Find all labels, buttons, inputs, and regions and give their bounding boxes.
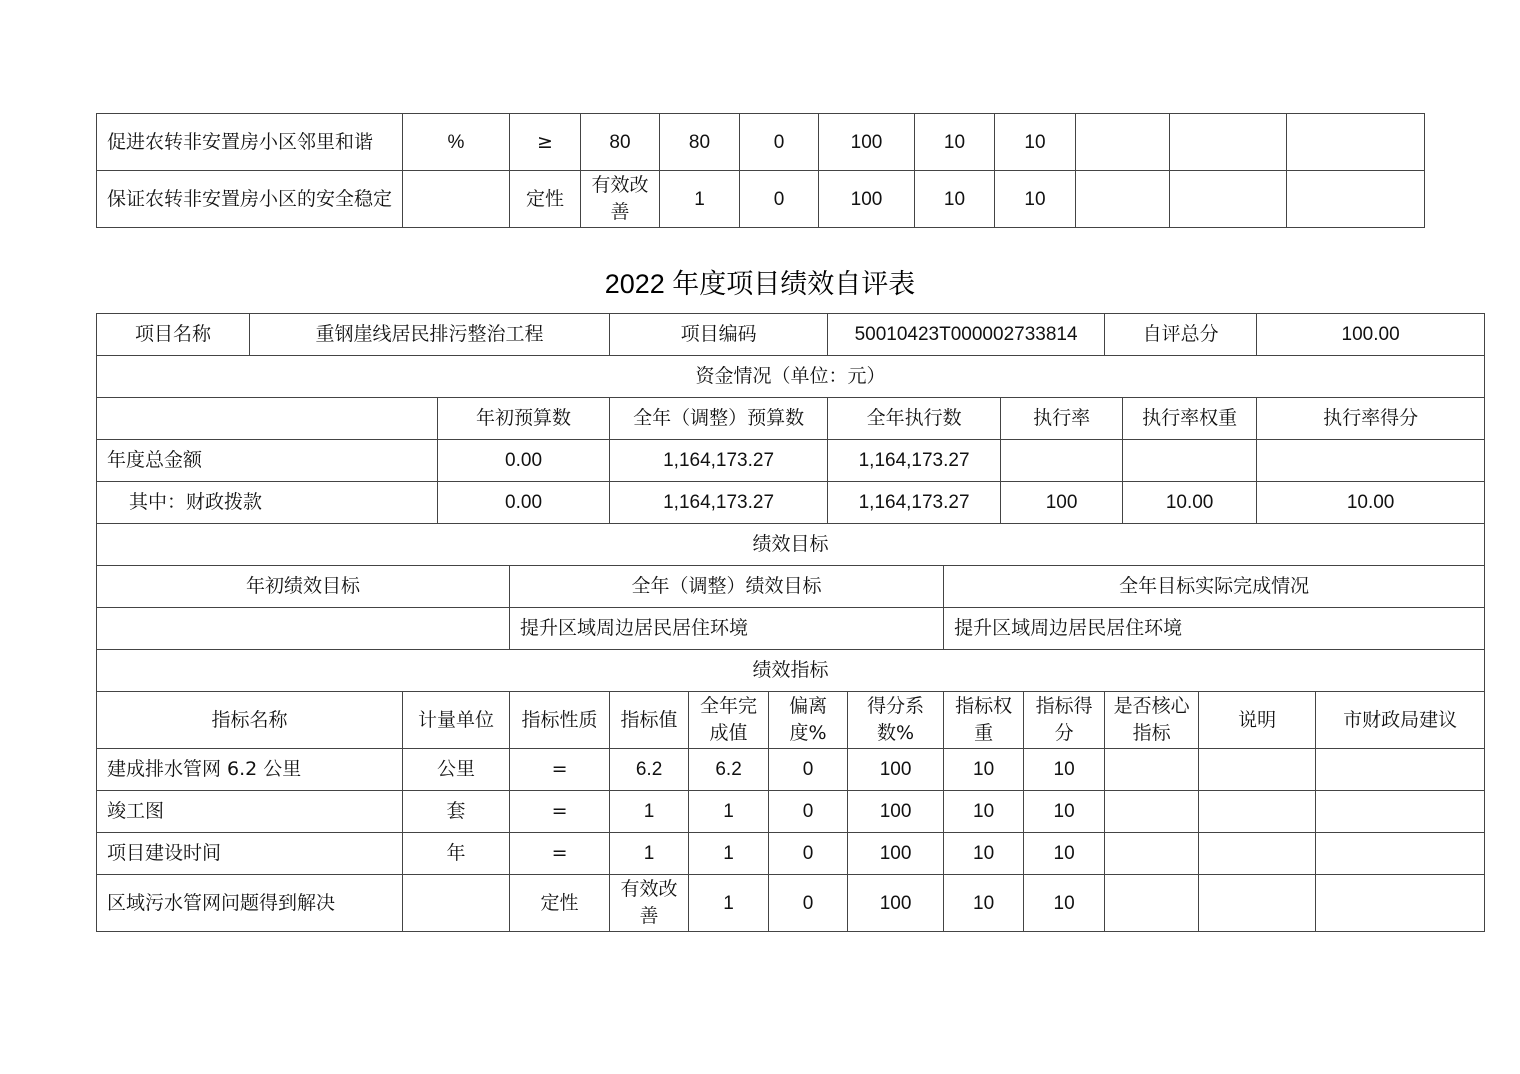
- self-score-label: 自评总分: [1105, 314, 1257, 356]
- funds-total-adjusted: 1,164,173.27: [610, 440, 828, 482]
- indicator-name: 保证农转非安置房小区的安全稳定: [97, 171, 403, 228]
- indicator-score: 10: [995, 171, 1076, 228]
- indicator-weight: 10: [915, 171, 995, 228]
- indicator-core: [1105, 875, 1199, 932]
- indicator-actual: 6.2: [689, 749, 769, 791]
- indicator-note: [1199, 833, 1316, 875]
- project-name: 重钢崖线居民排污整治工程: [250, 314, 610, 356]
- indicator-target: 1: [610, 833, 689, 875]
- table-row: [97, 791, 1485, 833]
- indicators-header-weight: 指标权重: [944, 692, 1024, 749]
- evaluation-table: [96, 313, 1485, 932]
- indicator-unit: 年: [403, 833, 510, 875]
- indicators-header-score: 指标得分: [1024, 692, 1105, 749]
- indicator-actual: 1: [689, 833, 769, 875]
- funds-fiscal-weight: 10.00: [1123, 482, 1257, 524]
- indicator-deviation: 0: [769, 833, 848, 875]
- indicator-name: 项目建设时间: [97, 833, 403, 875]
- indicator-unit: 套: [403, 791, 510, 833]
- funds-fiscal-adjusted: 1,164,173.27: [610, 482, 828, 524]
- indicator-coef: 100: [848, 749, 944, 791]
- goals-section-label: 绩效目标: [97, 524, 1485, 566]
- indicator-nature: 定性: [510, 171, 581, 228]
- indicator-score: 10: [1024, 749, 1105, 791]
- indicator-actual: 1: [660, 171, 740, 228]
- indicator-score: 10: [1024, 833, 1105, 875]
- indicator-advice: [1316, 791, 1485, 833]
- funds-header-executed: 全年执行数: [828, 398, 1001, 440]
- indicator-coef: 100: [848, 791, 944, 833]
- funds-header-weight: 执行率权重: [1123, 398, 1257, 440]
- indicator-score: 10: [1024, 791, 1105, 833]
- goals-adjusted-value: 提升区域周边居民居住环境: [510, 608, 944, 650]
- indicator-score: 10: [1024, 875, 1105, 932]
- funds-fiscal-score: 10.00: [1257, 482, 1485, 524]
- goals-header-actual: 全年目标实际完成情况: [944, 566, 1485, 608]
- indicators-header-nature: 指标性质: [510, 692, 610, 749]
- indicators-header-coef: 得分系数%: [848, 692, 944, 749]
- table-row: [97, 875, 1485, 932]
- funds-header-score: 执行率得分: [1257, 398, 1485, 440]
- table-row: [97, 171, 1425, 228]
- indicators-header-target: 指标值: [610, 692, 689, 749]
- indicator-target: 1: [610, 791, 689, 833]
- indicator-deviation: 0: [769, 749, 848, 791]
- goals-actual-value: 提升区域周边居民居住环境: [944, 608, 1485, 650]
- indicator-coef: 100: [848, 833, 944, 875]
- indicators-header-core: 是否核心指标: [1105, 692, 1199, 749]
- indicator-actual: 80: [660, 114, 740, 171]
- funds-header-initial: 年初预算数: [438, 398, 610, 440]
- indicator-unit: [403, 171, 510, 228]
- indicator-actual: 1: [689, 791, 769, 833]
- funds-fiscal-rate: 100: [1001, 482, 1123, 524]
- goals-header-adjusted: 全年（调整）绩效目标: [510, 566, 944, 608]
- funds-fiscal-row: [97, 482, 1485, 524]
- indicator-core: [1105, 833, 1199, 875]
- funds-fiscal-label: 其中：财政拨款: [97, 482, 438, 524]
- indicators-section-row: [97, 650, 1485, 692]
- goals-initial-value: [97, 608, 510, 650]
- indicators-header-row: [97, 692, 1485, 749]
- funds-section-label: 资金情况（单位：元）: [97, 356, 1485, 398]
- indicator-coef: 100: [848, 875, 944, 932]
- indicator-target: 有效改善: [581, 171, 660, 228]
- indicator-nature: 定性: [510, 875, 610, 932]
- indicators-header-unit: 计量单位: [403, 692, 510, 749]
- indicator-target: 6.2: [610, 749, 689, 791]
- goals-header-initial: 年初绩效目标: [97, 566, 510, 608]
- funds-header-row: [97, 398, 1485, 440]
- indicator-score: 10: [995, 114, 1076, 171]
- funds-total-rate: [1001, 440, 1123, 482]
- indicator-core: [1105, 791, 1199, 833]
- funds-header-adjusted: 全年（调整）预算数: [610, 398, 828, 440]
- indicator-advice: [1316, 833, 1485, 875]
- indicator-advice: [1316, 749, 1485, 791]
- indicator-note: [1170, 171, 1287, 228]
- indicator-deviation: 0: [740, 114, 819, 171]
- funds-header-rate: 执行率: [1001, 398, 1123, 440]
- indicator-name: 促进农转非安置房小区邻里和谐: [97, 114, 403, 171]
- funds-total-weight: [1123, 440, 1257, 482]
- goals-value-row: [97, 608, 1485, 650]
- indicator-weight: 10: [944, 833, 1024, 875]
- indicator-core: [1076, 114, 1170, 171]
- self-score: 100.00: [1257, 314, 1485, 356]
- indicators-header-advice: 市财政局建议: [1316, 692, 1485, 749]
- indicator-name: 建成排水管网 6.2 公里: [97, 749, 403, 791]
- funds-total-initial: 0.00: [438, 440, 610, 482]
- funds-total-row: [97, 440, 1485, 482]
- indicators-section-label: 绩效指标: [97, 650, 1485, 692]
- indicator-deviation: 0: [769, 791, 848, 833]
- indicators-header-actual: 全年完成值: [689, 692, 769, 749]
- indicator-note: [1199, 875, 1316, 932]
- project-info-row: [97, 314, 1485, 356]
- indicator-name: 竣工图: [97, 791, 403, 833]
- table-row: [97, 833, 1485, 875]
- indicator-name: 区域污水管网问题得到解决: [97, 875, 403, 932]
- indicator-unit: [403, 875, 510, 932]
- indicator-nature: ≥: [510, 114, 581, 171]
- funds-fiscal-initial: 0.00: [438, 482, 610, 524]
- project-code-label: 项目编码: [610, 314, 828, 356]
- project-code: 50010423T000002733814: [828, 314, 1105, 356]
- funds-section-row: [97, 356, 1485, 398]
- indicator-weight: 10: [915, 114, 995, 171]
- indicator-deviation: 0: [769, 875, 848, 932]
- indicator-target: 有效改善: [610, 875, 689, 932]
- funds-total-executed: 1,164,173.27: [828, 440, 1001, 482]
- indicator-note: [1199, 749, 1316, 791]
- table-row: [97, 749, 1485, 791]
- indicator-nature: =: [510, 791, 610, 833]
- indicator-advice: [1287, 171, 1425, 228]
- indicator-core: [1076, 171, 1170, 228]
- table-row: [97, 114, 1425, 171]
- project-name-label: 项目名称: [97, 314, 250, 356]
- indicator-advice: [1316, 875, 1485, 932]
- indicators-header-note: 说明: [1199, 692, 1316, 749]
- funds-total-label: 年度总金额: [97, 440, 438, 482]
- indicator-weight: 10: [944, 791, 1024, 833]
- indicators-header-deviation: 偏离度%: [769, 692, 848, 749]
- indicator-coef: 100: [819, 171, 915, 228]
- indicator-coef: 100: [819, 114, 915, 171]
- indicator-note: [1170, 114, 1287, 171]
- indicator-target: 80: [581, 114, 660, 171]
- indicator-weight: 10: [944, 749, 1024, 791]
- funds-header-blank: [97, 398, 438, 440]
- indicator-nature: =: [510, 749, 610, 791]
- indicator-deviation: 0: [740, 171, 819, 228]
- indicator-unit: %: [403, 114, 510, 171]
- indicator-core: [1105, 749, 1199, 791]
- indicator-actual: 1: [689, 875, 769, 932]
- indicator-weight: 10: [944, 875, 1024, 932]
- previous-indicator-table: [96, 113, 1425, 228]
- funds-total-score: [1257, 440, 1485, 482]
- indicators-header-name: 指标名称: [97, 692, 403, 749]
- indicator-nature: =: [510, 833, 610, 875]
- page-title: 2022 年度项目绩效自评表: [604, 269, 916, 299]
- indicator-unit: 公里: [403, 749, 510, 791]
- indicator-advice: [1287, 114, 1425, 171]
- indicator-note: [1199, 791, 1316, 833]
- goals-section-row: [97, 524, 1485, 566]
- funds-fiscal-executed: 1,164,173.27: [828, 482, 1001, 524]
- goals-header-row: [97, 566, 1485, 608]
